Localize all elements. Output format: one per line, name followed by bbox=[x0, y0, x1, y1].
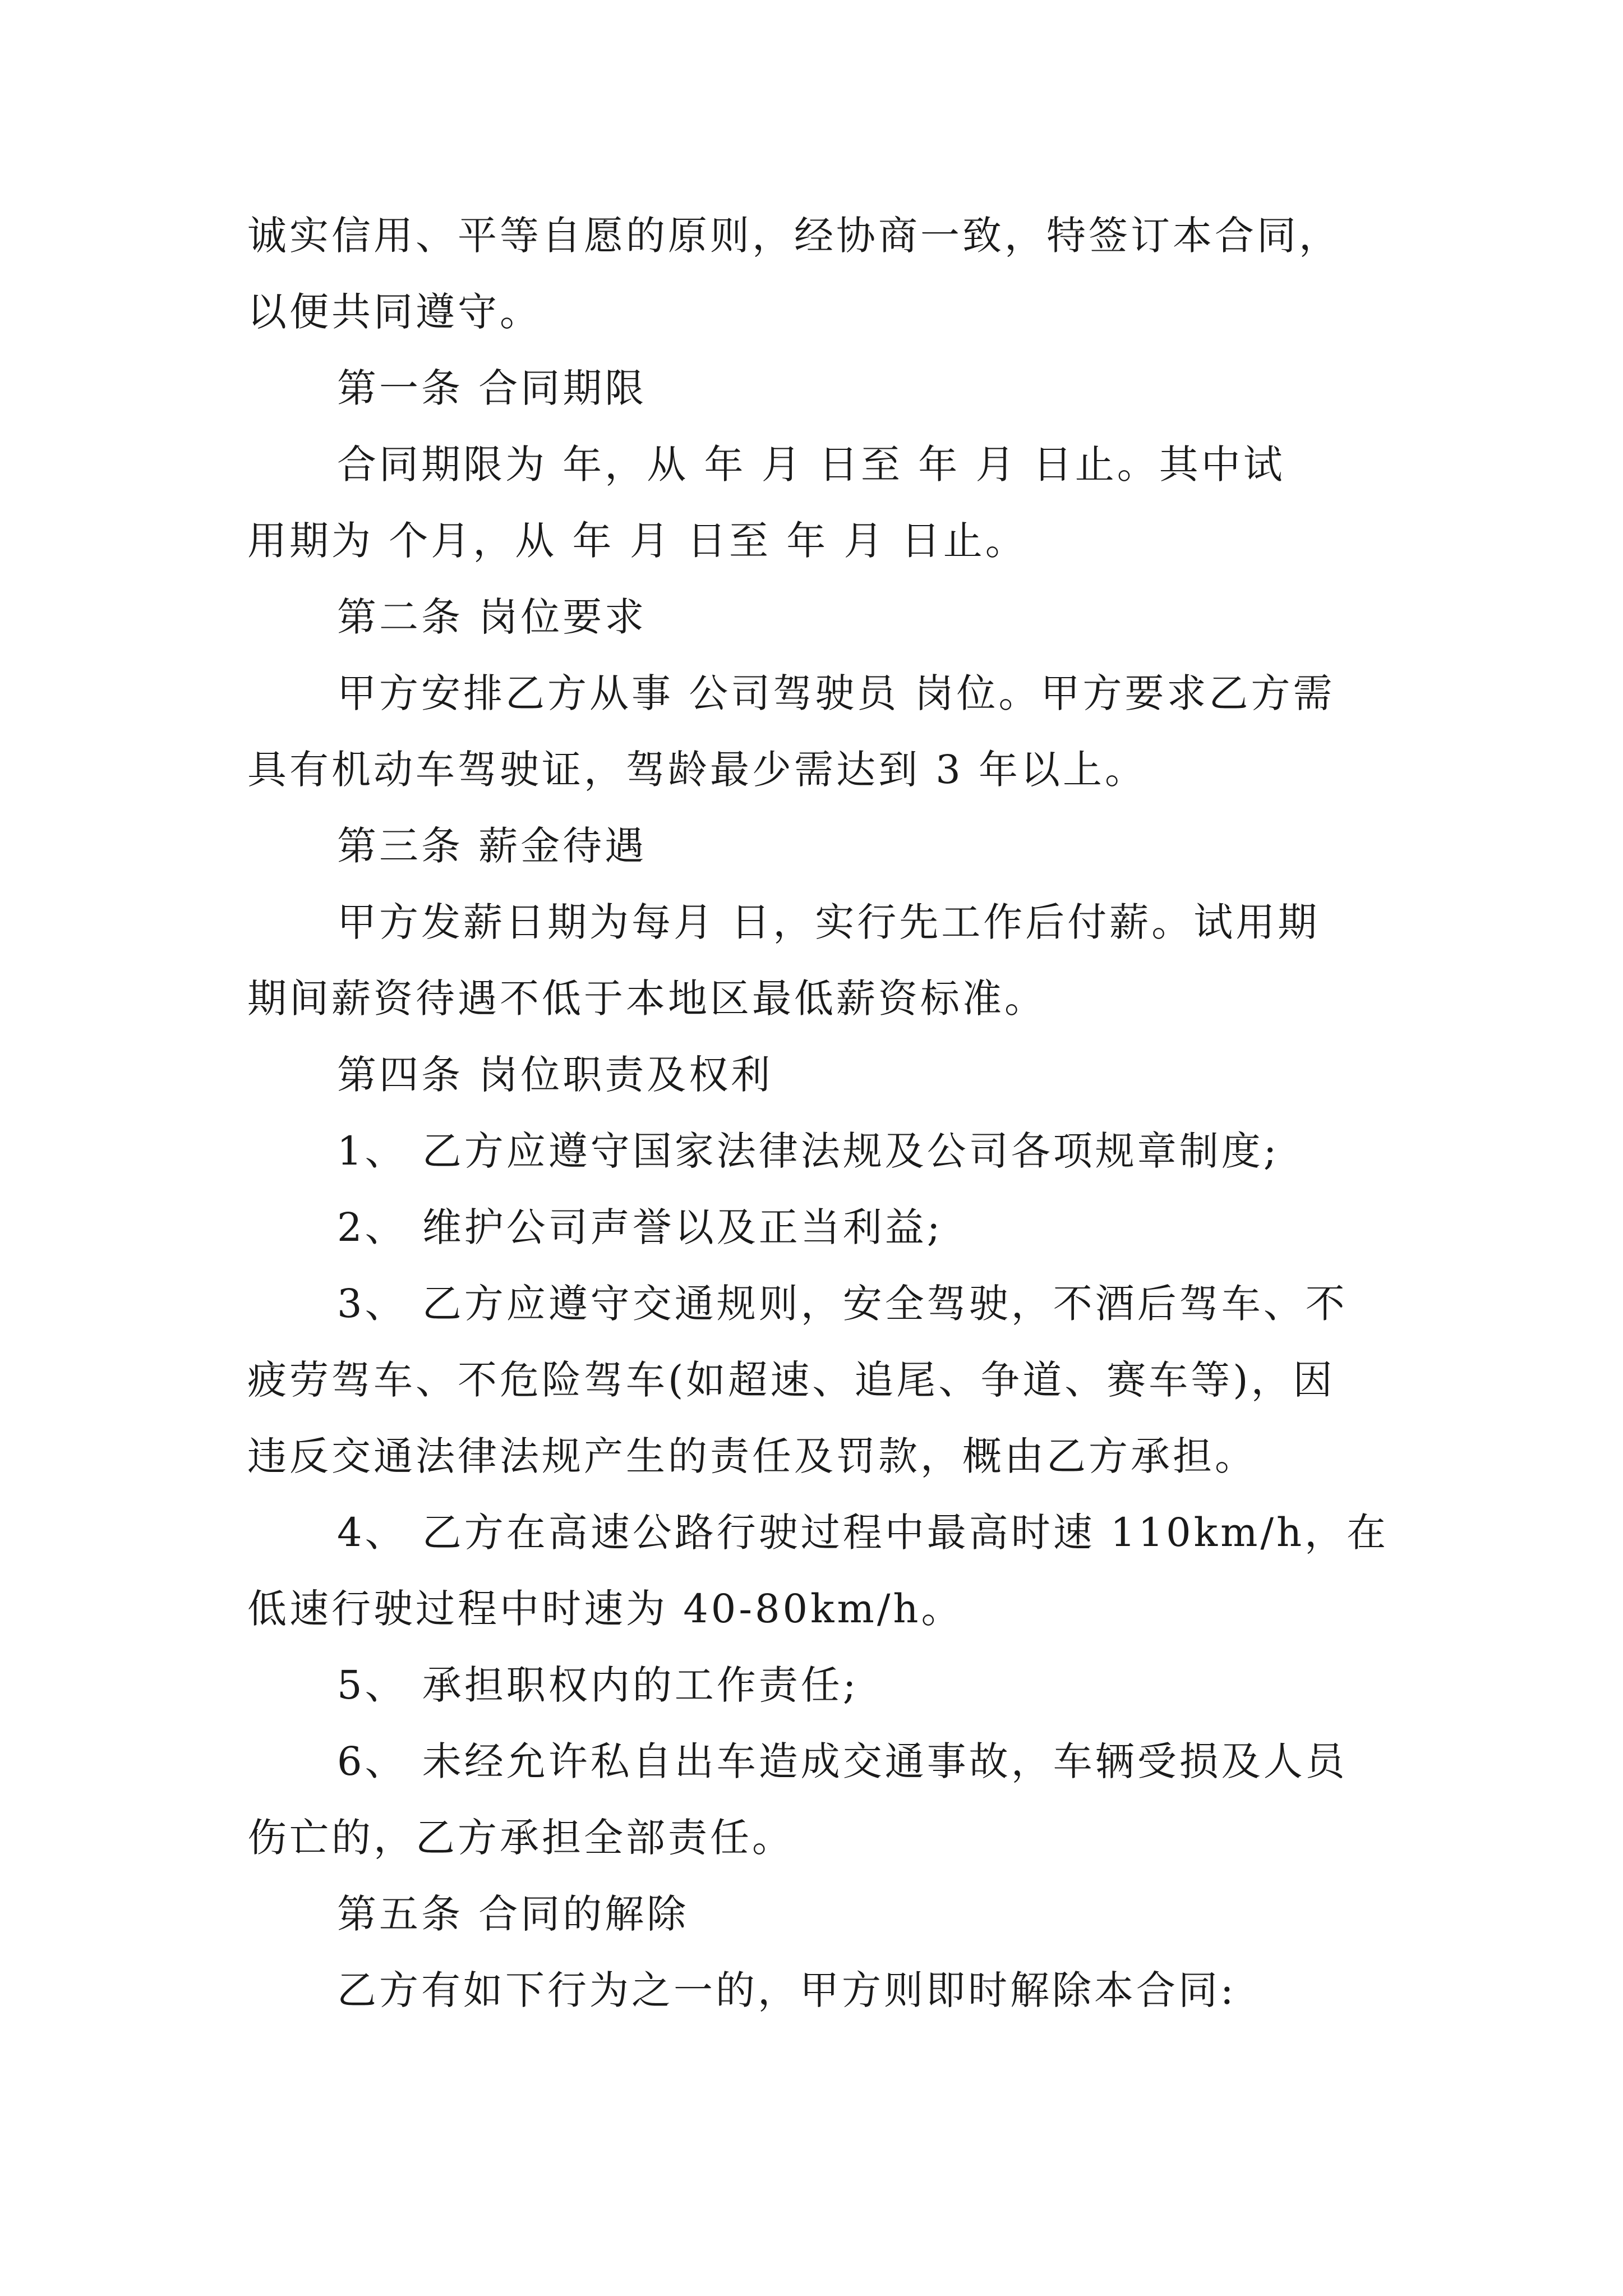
section-heading: 第三条 薪金待遇 bbox=[337, 823, 647, 869]
text-line: 乙方有如下行为之一的，甲方则即时解除本合同: bbox=[337, 1967, 1237, 2013]
text-line: 违反交通法律法规产生的责任及罚款，概由乙方承担。 bbox=[247, 1433, 1257, 1479]
text-line: 疲劳驾车、不危险驾车(如超速、追尾、争道、赛车等)，因 bbox=[247, 1357, 1335, 1403]
text-line: 期间薪资待遇不低于本地区最低薪资标准。 bbox=[247, 976, 1046, 1022]
list-item: 5、 承担职权内的工作责任; bbox=[337, 1662, 859, 1708]
text-line: 甲方安排乙方从事 公司驾驶员 岗位。甲方要求乙方需 bbox=[337, 670, 1335, 716]
list-item: 4、 乙方在高速公路行驶过程中最高时速 110km/h，在 bbox=[337, 1510, 1389, 1556]
text-line: 具有机动车驾驶证，驾龄最少需达到 3 年以上。 bbox=[247, 747, 1147, 793]
list-item: 2、 维护公司声誉以及正当利益; bbox=[337, 1204, 943, 1250]
section-heading: 第四条 岗位职责及权利 bbox=[337, 1052, 773, 1098]
text-line: 甲方发薪日期为每月 日，实行先工作后付薪。试用期 bbox=[337, 899, 1320, 945]
text-line: 低速行驶过程中时速为 40-80km/h。 bbox=[247, 1586, 963, 1632]
list-item: 6、 未经允许私自出车造成交通事故，车辆受损及人员 bbox=[337, 1738, 1348, 1784]
text-line: 诚实信用、平等自愿的原则，经协商一致，特签订本合同， bbox=[247, 213, 1341, 259]
document-body bbox=[247, 197, 1391, 2028]
text-line: 合同期限为 年，从 年 月 日至 年 月 日止。其中试 bbox=[337, 441, 1285, 487]
list-item: 1、 乙方应遵守国家法律法规及公司各项规章制度; bbox=[337, 1128, 1280, 1174]
text-line: 伤亡的，乙方承担全部责任。 bbox=[247, 1815, 794, 1861]
text-line: 以便共同遵守。 bbox=[247, 289, 542, 335]
list-item: 3、 乙方应遵守交通规则，安全驾驶，不酒后驾车、不 bbox=[337, 1281, 1348, 1327]
section-heading: 第二条 岗位要求 bbox=[337, 594, 647, 640]
text-line: 用期为 个月，从 年 月 日至 年 月 日止。 bbox=[247, 518, 1027, 564]
section-heading: 第五条 合同的解除 bbox=[337, 1891, 689, 1937]
section-heading: 第一条 合同期限 bbox=[337, 365, 647, 411]
